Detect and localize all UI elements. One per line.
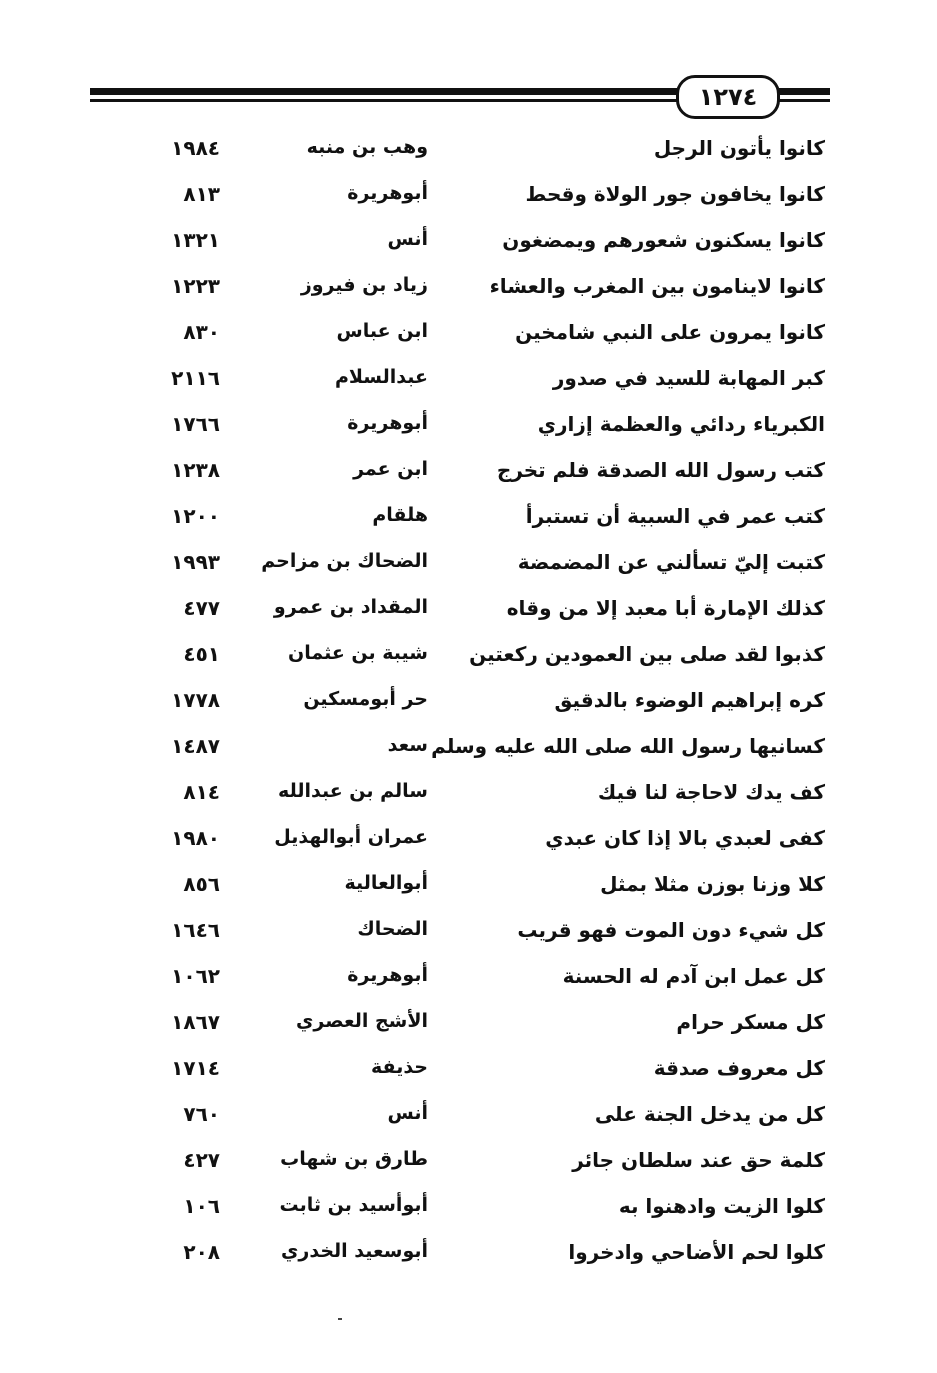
page-reference: ١٢٠٠ (171, 504, 220, 528)
hadith-text: كل عمل ابن آدم له الحسنة (562, 964, 825, 988)
page-reference: ٨١٣ (183, 182, 220, 206)
hadith-text: كتب رسول الله الصدقة فلم تخرج (496, 458, 825, 482)
narrator-name: أنس (387, 1102, 428, 1124)
hadith-text: كانوا يأتون الرجل (653, 136, 825, 160)
index-entry-row (140, 774, 840, 820)
narrator-name: شيبة بن عثمان (287, 642, 428, 664)
page-reference: ٢١١٦ (171, 366, 220, 390)
hadith-text: كره إبراهيم الوضوء بالدقيق (554, 688, 825, 712)
hadith-text: كفى لعبدي بالا إذا كان عبدي (545, 826, 825, 850)
index-entry-row (140, 636, 840, 682)
page-reference: ٢٠٨ (183, 1240, 220, 1264)
index-entry-row (140, 452, 840, 498)
index-entry-row (140, 590, 840, 636)
index-entries-list (140, 130, 840, 1280)
narrator-name: حذيفة (371, 1056, 428, 1078)
index-entry-row (140, 682, 840, 728)
hadith-text: كانوا لاينامون بين المغرب والعشاء (489, 274, 825, 298)
hadith-text: كانوا يسكنون شعورهم ويمضغون (502, 228, 825, 252)
hadith-text: كانوا يمرون على النبي شامخين (515, 320, 825, 344)
narrator-name: طارق بن شهاب (280, 1148, 428, 1170)
page-reference: ١٧٦٦ (171, 412, 220, 436)
page-reference: ٧٦٠ (183, 1102, 220, 1126)
page-reference: ١٧٧٨ (171, 688, 220, 712)
page-reference: ٤٥١ (183, 642, 220, 666)
hadith-text: كل شيء دون الموت فهو قريب (517, 918, 825, 942)
hadith-text: كف يدك لاحاجة لنا فيك (597, 780, 825, 804)
page-reference: ١٠٦٢ (171, 964, 220, 988)
narrator-name: أبوأسيد بن ثابت (279, 1194, 428, 1216)
narrator-name: المقداد بن عمرو (273, 596, 428, 618)
narrator-name: وهب بن منبه (306, 136, 428, 158)
page-reference: ١٨٦٧ (171, 1010, 220, 1034)
index-entry-row (140, 406, 840, 452)
page-reference: ١٧١٤ (171, 1056, 220, 1080)
hadith-text: كل من يدخل الجنة على (594, 1102, 825, 1126)
narrator-name: أبوهريرة (347, 412, 428, 434)
narrator-name: حر أبومسكين (303, 688, 428, 710)
narrator-name: أبوسعيد الخدري (281, 1240, 428, 1262)
page-reference: ١٩٩٣ (171, 550, 220, 574)
hadith-text: الكبرياء ردائي والعظمة إزاري (537, 412, 825, 436)
page-reference: ١٢٣٨ (171, 458, 220, 482)
index-entry-row (140, 958, 840, 1004)
index-entry-row (140, 728, 840, 774)
index-entry-row (140, 1142, 840, 1188)
narrator-name: زياد بن فيروز (300, 274, 428, 296)
hadith-text: كل معروف صدقة (653, 1056, 825, 1080)
index-entry-row (140, 1188, 840, 1234)
narrator-name: أبوهريرة (347, 182, 428, 204)
index-entry-row (140, 1050, 840, 1096)
index-entry-row (140, 1096, 840, 1142)
index-entry-row (140, 360, 840, 406)
narrator-name: أبوهريرة (347, 964, 428, 986)
index-entry-row (140, 130, 840, 176)
index-entry-row (140, 544, 840, 590)
page-reference: ٤٢٧ (183, 1148, 220, 1172)
hadith-text: كلوا الزيت وادهنوا به (618, 1194, 825, 1218)
hadith-text: كلوا لحم الأضاحي وادخروا (568, 1240, 825, 1264)
narrator-name: سالم بن عبدالله (278, 780, 428, 802)
hadith-text: كبر المهابة للسيد في صدور (552, 366, 825, 390)
index-entry-row (140, 222, 840, 268)
page-reference: ١٩٨٠ (171, 826, 220, 850)
page-reference: ١٢٢٣ (171, 274, 220, 298)
index-entry-row (140, 866, 840, 912)
index-entry-row (140, 820, 840, 866)
page-reference: ٨٥٦ (183, 872, 220, 896)
narrator-name: هلقام (372, 504, 428, 526)
narrator-name: عبدالسلام (334, 366, 428, 388)
page-reference: ٨١٤ (183, 780, 220, 804)
index-entry-row (140, 1004, 840, 1050)
page-reference: ١٤٨٧ (171, 734, 220, 758)
narrator-name: الأشج العصري (296, 1010, 428, 1032)
index-entry-row (140, 1234, 840, 1280)
narrator-name: أبوالعالية (344, 872, 428, 894)
narrator-name: أنس (387, 228, 428, 250)
hadith-text: كتبت إليّ تسألني عن المضمضة (517, 550, 825, 574)
hadith-text: كذبوا لقد صلى بين العمودين ركعتين (469, 642, 825, 666)
page-number: ١٢٧٤ (676, 75, 780, 119)
hadith-text: كتب عمر في السبية أن تستبرأ (525, 504, 825, 528)
hadith-text: كانوا يخافون جور الولاة وقحط (525, 182, 825, 206)
page-reference: ٨٣٠ (183, 320, 220, 344)
narrator-name: ابن عباس (336, 320, 428, 342)
narrator-name: عمران أبوالهذيل (274, 826, 428, 848)
hadith-text: كلمة حق عند سلطان جائر (572, 1148, 825, 1172)
index-entry-row (140, 912, 840, 958)
index-entry-row (140, 498, 840, 544)
narrator-name: ابن عمر (353, 458, 428, 480)
page-reference: ٤٧٧ (183, 596, 220, 620)
narrator-name: الضحاك بن مزاحم (261, 550, 428, 572)
index-entry-row (140, 176, 840, 222)
page-reference: ١٦٤٦ (171, 918, 220, 942)
narrator-name: الضحاك (357, 918, 428, 940)
hadith-text: كلا وزنا بوزن مثلا بمثل (600, 872, 825, 896)
index-entry-row (140, 268, 840, 314)
index-entry-row (140, 314, 840, 360)
hadith-text: كسانيها رسول الله صلى الله عليه وسلم (431, 734, 825, 758)
hadith-text: كذلك الإمارة أبا معبد إلا من وقاه (506, 596, 825, 620)
narrator-name: سعد (387, 734, 428, 756)
page-reference: ١٣٢١ (171, 228, 220, 252)
stray-mark (338, 1318, 342, 1320)
page-reference: ١٩٨٤ (171, 136, 220, 160)
hadith-text: كل مسكر حرام (676, 1010, 825, 1034)
page-reference: ١٠٦ (183, 1194, 220, 1218)
